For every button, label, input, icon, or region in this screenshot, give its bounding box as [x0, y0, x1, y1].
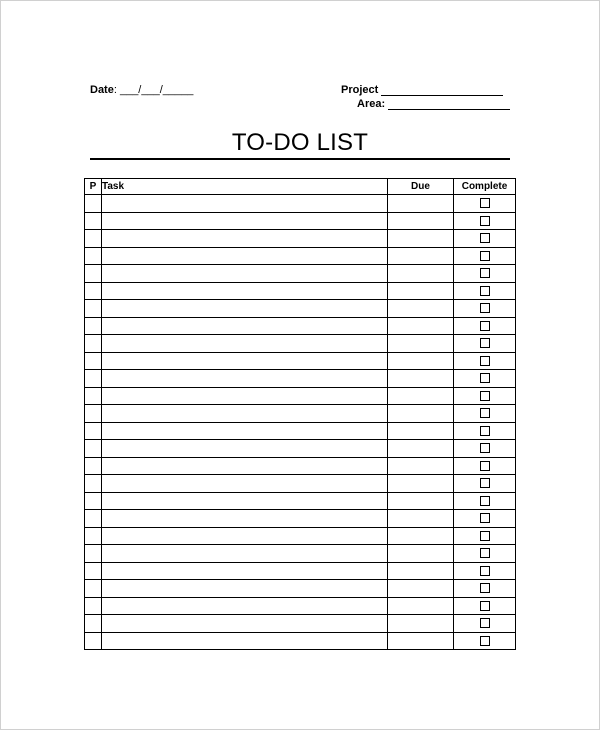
task-cell[interactable]: [102, 580, 388, 598]
due-cell[interactable]: [388, 300, 454, 318]
task-cell[interactable]: [102, 545, 388, 563]
due-cell[interactable]: [388, 457, 454, 475]
table-row: [85, 335, 516, 353]
table-row: [85, 230, 516, 248]
complete-cell: [454, 195, 516, 213]
project-blank-line[interactable]: [381, 85, 503, 96]
task-cell[interactable]: [102, 527, 388, 545]
complete-cell: [454, 475, 516, 493]
complete-checkbox[interactable]: [480, 216, 490, 226]
priority-cell[interactable]: [85, 370, 102, 388]
complete-cell: [454, 597, 516, 615]
task-cell[interactable]: [102, 632, 388, 650]
priority-cell[interactable]: [85, 195, 102, 213]
priority-cell[interactable]: [85, 282, 102, 300]
area-colon: :: [381, 98, 386, 110]
table-body: [85, 195, 516, 650]
due-cell[interactable]: [388, 545, 454, 563]
complete-checkbox[interactable]: [480, 356, 490, 366]
complete-checkbox[interactable]: [480, 443, 490, 453]
task-cell[interactable]: [102, 422, 388, 440]
priority-cell[interactable]: [85, 247, 102, 265]
priority-cell[interactable]: [85, 300, 102, 318]
task-cell[interactable]: [102, 387, 388, 405]
area-label: Area: [357, 98, 382, 110]
date-field[interactable]: [90, 84, 193, 96]
priority-cell[interactable]: [85, 212, 102, 230]
todo-table: [84, 178, 516, 650]
complete-cell: [454, 212, 516, 230]
complete-cell: [454, 527, 516, 545]
table-row: [85, 510, 516, 528]
task-cell[interactable]: [102, 335, 388, 353]
complete-checkbox[interactable]: [480, 548, 490, 558]
task-cell[interactable]: [102, 597, 388, 615]
due-cell[interactable]: [388, 370, 454, 388]
task-cell[interactable]: [102, 352, 388, 370]
task-cell[interactable]: [102, 370, 388, 388]
project-label: Project: [341, 84, 379, 96]
table-row: [85, 615, 516, 633]
table-row: [85, 562, 516, 580]
column-header-due: Due: [388, 179, 454, 195]
table-row: [85, 405, 516, 423]
table-row: [85, 580, 516, 598]
table-row: [85, 492, 516, 510]
complete-checkbox[interactable]: [480, 583, 490, 593]
due-cell[interactable]: [388, 230, 454, 248]
priority-cell[interactable]: [85, 527, 102, 545]
table-row: [85, 282, 516, 300]
complete-cell: [454, 510, 516, 528]
task-cell[interactable]: [102, 562, 388, 580]
priority-cell[interactable]: [85, 230, 102, 248]
task-cell[interactable]: [102, 300, 388, 318]
area-field[interactable]: [357, 98, 510, 110]
task-cell[interactable]: [102, 615, 388, 633]
due-cell[interactable]: [388, 317, 454, 335]
due-cell[interactable]: [388, 265, 454, 283]
priority-cell[interactable]: [85, 265, 102, 283]
complete-cell: [454, 562, 516, 580]
table-row: [85, 632, 516, 650]
complete-cell: [454, 370, 516, 388]
due-cell[interactable]: [388, 352, 454, 370]
priority-cell[interactable]: [85, 317, 102, 335]
table-row: [85, 597, 516, 615]
table-row: [85, 317, 516, 335]
complete-checkbox[interactable]: [480, 601, 490, 611]
complete-cell: [454, 352, 516, 370]
complete-cell: [454, 317, 516, 335]
complete-cell: [454, 457, 516, 475]
table-row: [85, 212, 516, 230]
complete-checkbox[interactable]: [480, 373, 490, 383]
task-cell[interactable]: [102, 265, 388, 283]
complete-checkbox[interactable]: [480, 461, 490, 471]
task-cell[interactable]: [102, 230, 388, 248]
priority-cell[interactable]: [85, 422, 102, 440]
task-cell[interactable]: [102, 457, 388, 475]
table-row: [85, 457, 516, 475]
table-row: [85, 545, 516, 563]
priority-cell[interactable]: [85, 492, 102, 510]
complete-cell: [454, 247, 516, 265]
table-row: [85, 527, 516, 545]
complete-checkbox[interactable]: [480, 531, 490, 541]
task-cell[interactable]: [102, 440, 388, 458]
due-cell[interactable]: [388, 212, 454, 230]
due-cell[interactable]: [388, 562, 454, 580]
complete-checkbox[interactable]: [480, 426, 490, 436]
due-cell[interactable]: [388, 247, 454, 265]
complete-cell: [454, 300, 516, 318]
complete-checkbox[interactable]: [480, 338, 490, 348]
due-cell[interactable]: [388, 422, 454, 440]
priority-cell[interactable]: [85, 562, 102, 580]
task-cell[interactable]: [102, 247, 388, 265]
due-cell[interactable]: [388, 282, 454, 300]
project-field[interactable]: [341, 84, 503, 96]
task-cell[interactable]: [102, 492, 388, 510]
complete-checkbox[interactable]: [480, 391, 490, 401]
title-underline: [90, 158, 510, 160]
table-row: [85, 440, 516, 458]
complete-cell: [454, 632, 516, 650]
table-row: [85, 422, 516, 440]
due-cell[interactable]: [388, 440, 454, 458]
complete-cell: [454, 265, 516, 283]
due-cell[interactable]: [388, 527, 454, 545]
task-cell[interactable]: [102, 317, 388, 335]
priority-cell[interactable]: [85, 510, 102, 528]
due-cell[interactable]: [388, 615, 454, 633]
due-cell[interactable]: [388, 387, 454, 405]
complete-checkbox[interactable]: [480, 321, 490, 331]
complete-cell: [454, 335, 516, 353]
table-row: [85, 247, 516, 265]
complete-checkbox[interactable]: [480, 303, 490, 313]
due-cell[interactable]: [388, 580, 454, 598]
complete-checkbox[interactable]: [480, 251, 490, 261]
table-header-row: [85, 179, 516, 195]
complete-cell: [454, 422, 516, 440]
complete-cell: [454, 230, 516, 248]
complete-checkbox[interactable]: [480, 496, 490, 506]
column-header-priority: P: [85, 179, 102, 195]
complete-checkbox[interactable]: [480, 198, 490, 208]
due-cell[interactable]: [388, 405, 454, 423]
date-label: Date: [90, 84, 114, 96]
priority-cell[interactable]: [85, 335, 102, 353]
due-cell[interactable]: [388, 475, 454, 493]
task-cell[interactable]: [102, 405, 388, 423]
table-row: [85, 195, 516, 213]
complete-checkbox[interactable]: [480, 478, 490, 488]
priority-cell[interactable]: [85, 352, 102, 370]
column-header-complete: Complete: [454, 179, 516, 195]
priority-cell[interactable]: [85, 440, 102, 458]
complete-checkbox[interactable]: [480, 408, 490, 418]
table-row: [85, 370, 516, 388]
task-cell[interactable]: [102, 475, 388, 493]
priority-cell[interactable]: [85, 632, 102, 650]
priority-cell[interactable]: [85, 545, 102, 563]
priority-cell[interactable]: [85, 475, 102, 493]
priority-cell[interactable]: [85, 387, 102, 405]
page-title: TO-DO LIST: [231, 129, 369, 156]
due-cell[interactable]: [388, 335, 454, 353]
complete-cell: [454, 580, 516, 598]
complete-cell: [454, 545, 516, 563]
due-cell[interactable]: [388, 510, 454, 528]
column-header-task: Task: [102, 179, 388, 195]
due-cell[interactable]: [388, 632, 454, 650]
priority-cell[interactable]: [85, 615, 102, 633]
complete-checkbox[interactable]: [480, 618, 490, 628]
due-cell[interactable]: [388, 492, 454, 510]
table-row: [85, 352, 516, 370]
date-blank[interactable]: : ___/___/_____: [113, 84, 194, 96]
priority-cell[interactable]: [85, 457, 102, 475]
complete-checkbox[interactable]: [480, 233, 490, 243]
complete-cell: [454, 405, 516, 423]
complete-cell: [454, 440, 516, 458]
task-cell[interactable]: [102, 195, 388, 213]
complete-cell: [454, 387, 516, 405]
priority-cell[interactable]: [85, 580, 102, 598]
due-cell[interactable]: [388, 597, 454, 615]
table-row: [85, 265, 516, 283]
due-cell[interactable]: [388, 195, 454, 213]
complete-cell: [454, 492, 516, 510]
task-cell[interactable]: [102, 510, 388, 528]
complete-cell: [454, 282, 516, 300]
area-blank-line[interactable]: [388, 99, 510, 110]
complete-checkbox[interactable]: [480, 636, 490, 646]
table-row: [85, 300, 516, 318]
table-row: [85, 475, 516, 493]
priority-cell[interactable]: [85, 405, 102, 423]
table-row: [85, 387, 516, 405]
task-cell[interactable]: [102, 212, 388, 230]
complete-checkbox[interactable]: [480, 268, 490, 278]
task-cell[interactable]: [102, 282, 388, 300]
complete-checkbox[interactable]: [480, 566, 490, 576]
complete-cell: [454, 615, 516, 633]
complete-checkbox[interactable]: [480, 513, 490, 523]
complete-checkbox[interactable]: [480, 286, 490, 296]
priority-cell[interactable]: [85, 597, 102, 615]
